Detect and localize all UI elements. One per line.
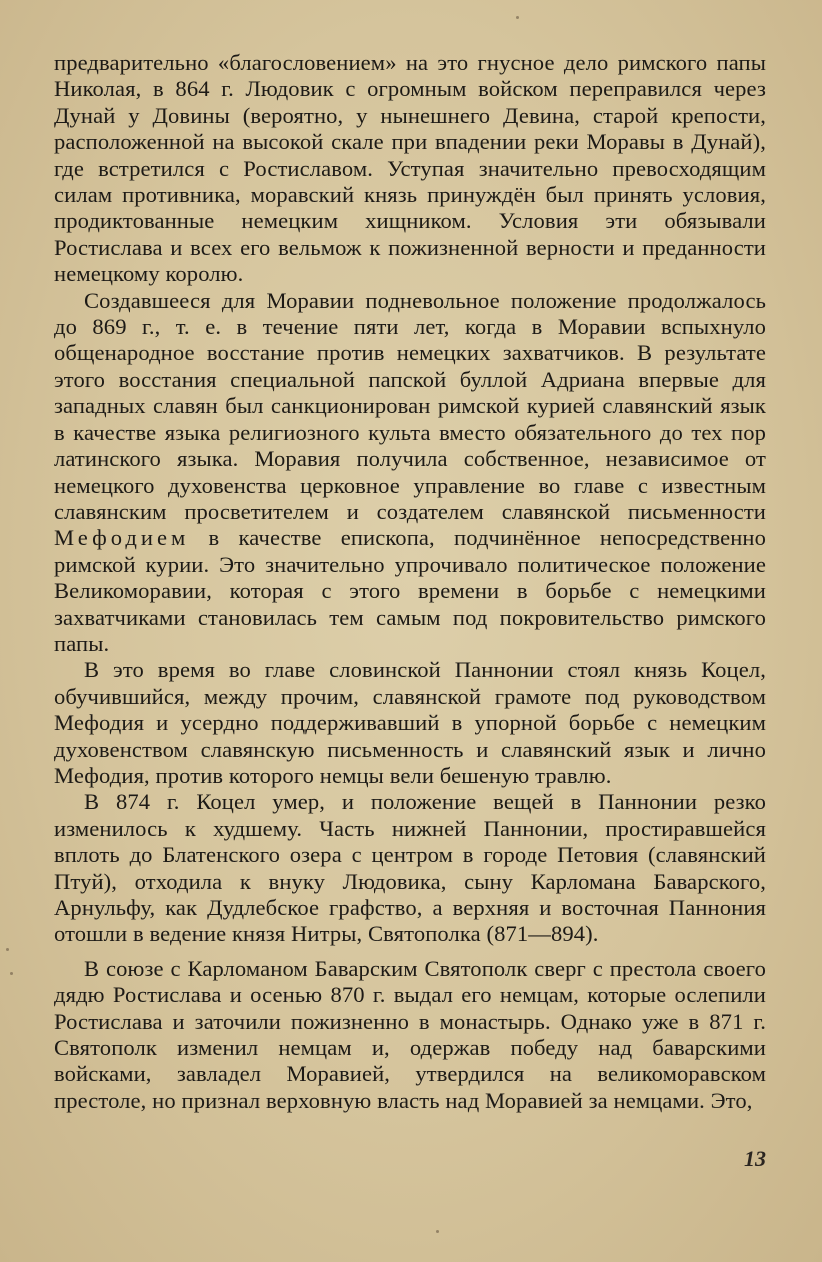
paragraph-1: предварительно «благословением» на это гнусное дело римского папы Николая, в 864 г. Людовик с огромным войском переправился через Дунай у Довины (вероятно, у нынешнего Девина, старой крепости, расположенной на высокой скале при впадении реки Моравы в Дунай), где встретился с Ростиславом. Уступая значительно превосходящим силам противника, моравский князь принуждён был принять условия, продиктованные немецким хищником. Условия эти обязывали Ростислава и всех его вельмож к пожизненной верности и преданности немецкому королю.: [54, 50, 766, 287]
paper-speck: [6, 948, 9, 951]
paragraph-5: В союзе с Карломаном Баварским Святополк сверг с престола своего дядю Ростислава и осенью 870 г. выдал его немцам, которые ослепили Ростислава и заточили пожизненно в монастырь. Однако уже в 871 г. Святополк изменил немцам и, одержав победу над баварскими войсками, завладел Моравией, утвердился на великоморавском престоле, но признал верховную власть над Моравией за немцами. Это,: [54, 955, 766, 1113]
paper-speck: [10, 972, 13, 975]
paragraph-2-part-2: в качестве епископа, подчинённое непосредственно римской курии. Это значительно упрочивало политическое положение Великоморавии, которая с этого времени в борьбе с немецкими захватчиками становилась тем самым под покровительство римского папы.: [54, 525, 766, 656]
paper-speck: [436, 1230, 439, 1233]
paragraph-4: В 874 г. Коцел умер, и положение вещей в Паннонии резко изменилось к худшему. Часть нижней Паннонии, простиравшейся вплоть до Блатенского озера с центром в городе Петовия (славянский Птуй), отходила к внуку Людовика, сыну Карломана Баварского, Арнульфу, как Дудлебское графство, а верхняя и восточная Паннония отошли в ведение князя Нитры, Святополка (871—894).: [54, 789, 766, 947]
spaced-name-methodius: Мефодием: [54, 525, 190, 551]
page-number: 13: [744, 1146, 766, 1171]
body-text: [54, 50, 766, 1114]
paper-speck: [516, 16, 519, 19]
paragraph-2-part-1: Создавшееся для Моравии подневольное положение продолжалось до 869 г., т. е. в течение пяти лет, когда в Моравии вспыхнуло общенародное восстание против немецких захватчиков. В результате этого восстания специальной папской буллой Адриана впервые для западных славян был санкционирован римской курией славянский язык в качестве языка религиозного культа вместо обязательного до тех пор латинского языка. Моравия получила собственное, независимое от немецкого духовенства церковное управление во главе с известным славянским просветителем и создателем славянской письменности: [54, 287, 766, 524]
paragraph-2: [54, 288, 766, 658]
paragraph-3: В это время во главе словинской Паннонии стоял князь Коцел, обучившийся, между прочим, славянской грамоте под руководством Мефодия и усердно поддерживавший в упорной борьбе с немецким духовенством славянскую письменность и славянский язык и лично Мефодия, против которого немцы вели бешеную травлю.: [54, 657, 766, 788]
